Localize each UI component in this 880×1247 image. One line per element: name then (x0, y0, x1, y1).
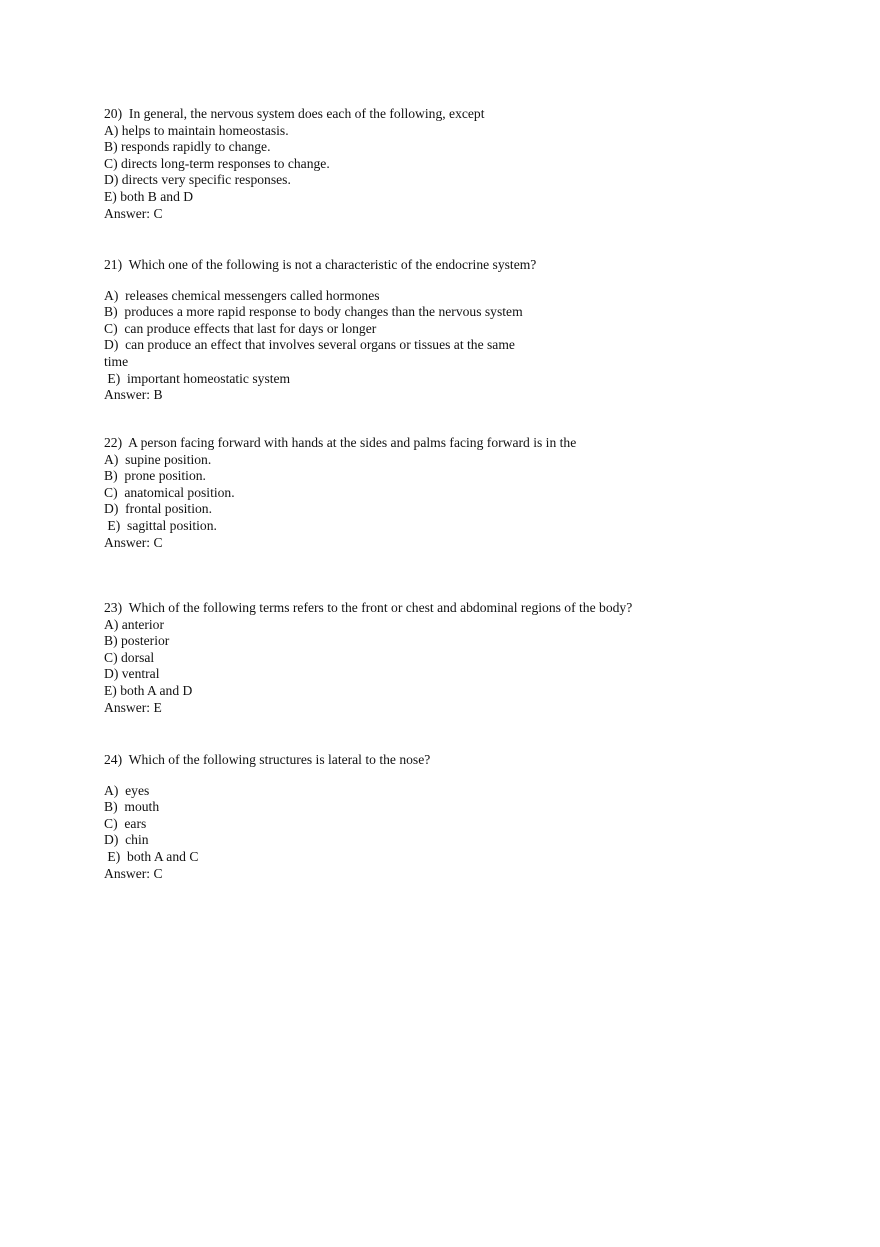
question-20 (104, 106, 804, 222)
question-stem: 24) Which of the following structures is lateral to the nose? (104, 752, 431, 767)
question-stem: 21) Which one of the following is not a characteristic of the endocrine system? (104, 257, 537, 272)
option-a: A) eyes (104, 782, 150, 798)
option-d: D) chin (104, 832, 149, 848)
option-a: A) anterior (104, 616, 165, 632)
option-e: E) both A and C (104, 848, 199, 864)
option-a: A) supine position. (104, 451, 212, 467)
answer: Answer: C (104, 205, 163, 221)
option-c: C) anatomical position. (104, 484, 235, 500)
answer: Answer: E (104, 699, 162, 715)
answer: Answer: B (104, 387, 163, 403)
option-d: D) can produce an effect that involves several organs or tissues at the same (104, 337, 515, 353)
option-d: D) ventral (104, 666, 160, 682)
option-a: A) helps to maintain homeostasis. (104, 122, 289, 138)
option-c: C) ears (104, 815, 147, 831)
option-a: A) releases chemical messengers called hormones (104, 287, 380, 303)
option-c: C) directs long-term responses to change. (104, 155, 330, 171)
question-21 (104, 257, 804, 404)
answer: Answer: C (104, 534, 163, 550)
question-stem: 22) A person facing forward with hands at the sides and palms facing forward is in the (104, 435, 577, 450)
spacer (104, 769, 804, 783)
question-stem: 23) Which of the following terms refers to the front or chest and abdominal regions of the body? (104, 600, 633, 615)
answer: Answer: C (104, 865, 163, 881)
option-d: D) directs very specific responses. (104, 172, 291, 188)
option-d-continued: time (104, 353, 129, 369)
spacer (104, 274, 804, 288)
option-e: E) important homeostatic system (104, 370, 291, 386)
option-c: C) can produce effects that last for days or longer (104, 320, 377, 336)
option-b: B) posterior (104, 633, 170, 649)
option-b: B) mouth (104, 799, 160, 815)
option-e: E) both A and D (104, 682, 193, 698)
question-23 (104, 600, 804, 716)
option-b: B) responds rapidly to change. (104, 139, 271, 155)
option-e: E) sagittal position. (104, 517, 217, 533)
question-stem: 20) In general, the nervous system does each of the following, except (104, 106, 485, 121)
option-b: B) prone position. (104, 468, 206, 484)
option-b: B) produces a more rapid response to body changes than the nervous system (104, 304, 523, 320)
option-d: D) frontal position. (104, 501, 212, 517)
question-24 (104, 752, 804, 882)
option-c: C) dorsal (104, 649, 155, 665)
option-e: E) both B and D (104, 188, 194, 204)
question-22 (104, 435, 804, 551)
